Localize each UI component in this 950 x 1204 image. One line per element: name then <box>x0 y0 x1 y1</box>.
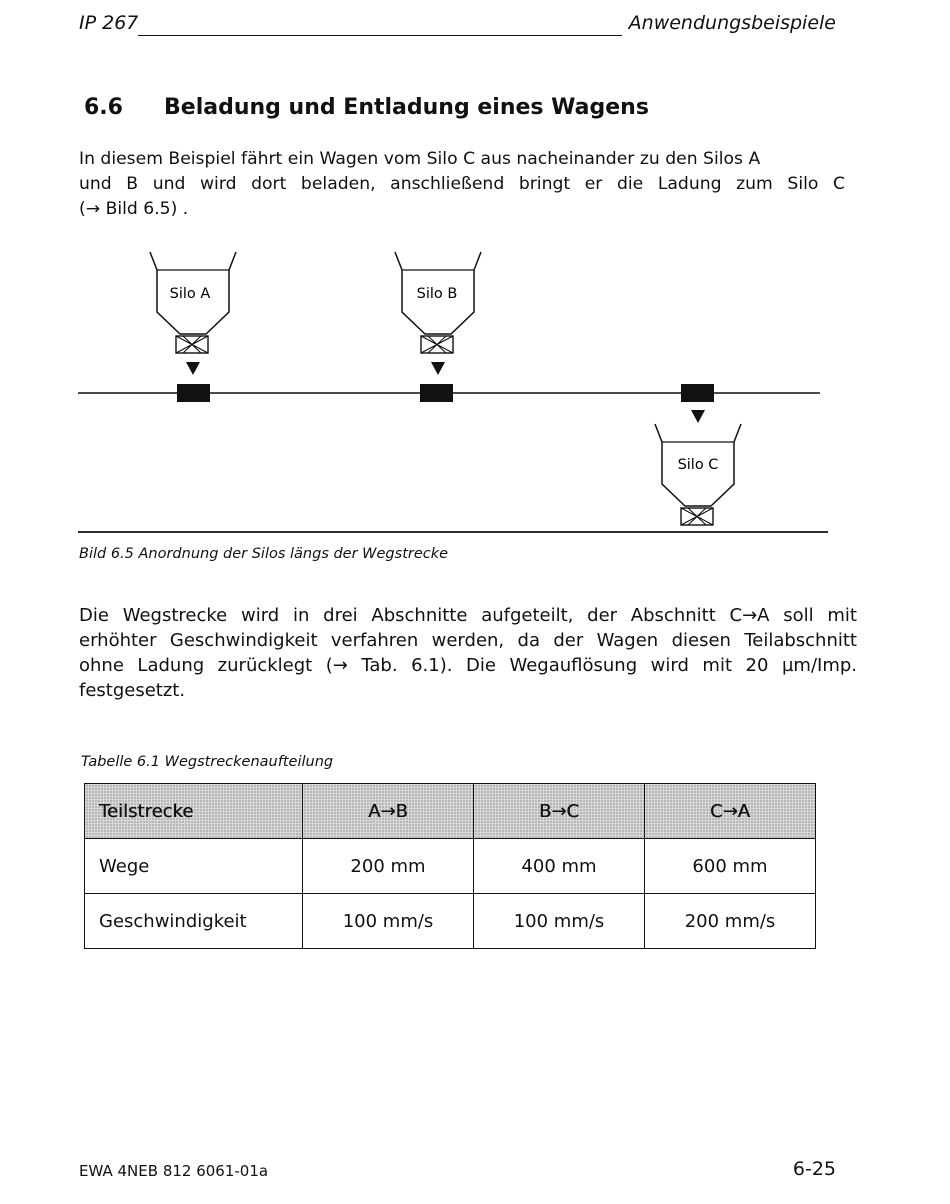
silo-a-label: Silo A <box>169 286 211 302</box>
body-line: festgesetzt. <box>79 680 186 701</box>
intro-line: In diesem Beispiel fährt ein Wagen vom Silo C aus nacheinander zu den Silos A <box>79 149 761 169</box>
body-paragraph <box>79 603 857 703</box>
silo-layout-figure <box>0 240 950 545</box>
body-line: ohne Ladung zurücklegt (→ Tab. 6.1). Die Wegauflösung wird mit 20 µm/Imp. <box>79 655 857 676</box>
silo-b-arrow-icon <box>431 362 445 375</box>
silo-b-label: Silo B <box>416 286 458 302</box>
silo-c-label: Silo C <box>677 457 719 473</box>
table-cell: 200 mm <box>303 839 474 894</box>
silo-c-arrow-icon <box>691 410 705 423</box>
header-rule <box>138 35 622 36</box>
running-header-left: IP 267 <box>79 12 139 34</box>
footer-doc-number: EWA 4NEB 812 6061-01a <box>79 1162 269 1180</box>
table-cell: 100 mm/s <box>474 894 645 949</box>
silo-a <box>150 252 236 402</box>
running-header-right: Anwendungsbeispiele <box>628 12 836 34</box>
page-number: 6-25 <box>792 1158 836 1180</box>
table-header-row <box>85 784 816 839</box>
intro-line: (→ Bild 6.5) . <box>79 199 189 219</box>
section-title: Beladung und Entladung eines Wagens <box>164 95 649 120</box>
table-cell: 600 mm <box>645 839 816 894</box>
table-cell: 100 mm/s <box>303 894 474 949</box>
header-cell: C→A <box>645 784 816 839</box>
body-line: Die Wegstrecke wird in drei Abschnitte aufgeteilt, der Abschnitt C→A soll mit <box>79 605 857 626</box>
intro-line: und B und wird dort beladen, anschließend bringt er die Ladung zum Silo C <box>79 174 845 194</box>
table-cell: 200 mm/s <box>645 894 816 949</box>
wagon-position-c <box>681 384 714 402</box>
figure-caption: Bild 6.5 Anordnung der Silos längs der Wegstrecke <box>79 546 449 562</box>
table-row <box>85 894 816 949</box>
header-cell: B→C <box>474 784 645 839</box>
header-cell: A→B <box>303 784 474 839</box>
silo-a-arrow-icon <box>186 362 200 375</box>
silo-c <box>655 384 741 525</box>
row-label: Wege <box>85 839 303 894</box>
table-caption: Tabelle 6.1 Wegstreckenaufteilung <box>81 754 334 770</box>
row-label: Geschwindigkeit <box>85 894 303 949</box>
section-number: 6.6 <box>84 95 123 120</box>
header-cell: Teilstrecke <box>85 784 303 839</box>
table-row <box>85 839 816 894</box>
route-table <box>84 783 816 949</box>
silo-b <box>395 252 481 402</box>
wagon-position-b <box>420 384 453 402</box>
intro-paragraph <box>79 147 845 222</box>
wagon-position-a <box>177 384 210 402</box>
body-line: erhöhter Geschwindigkeit verfahren werden, da der Wagen diesen Teilabschnitt <box>79 630 857 651</box>
table-cell: 400 mm <box>474 839 645 894</box>
